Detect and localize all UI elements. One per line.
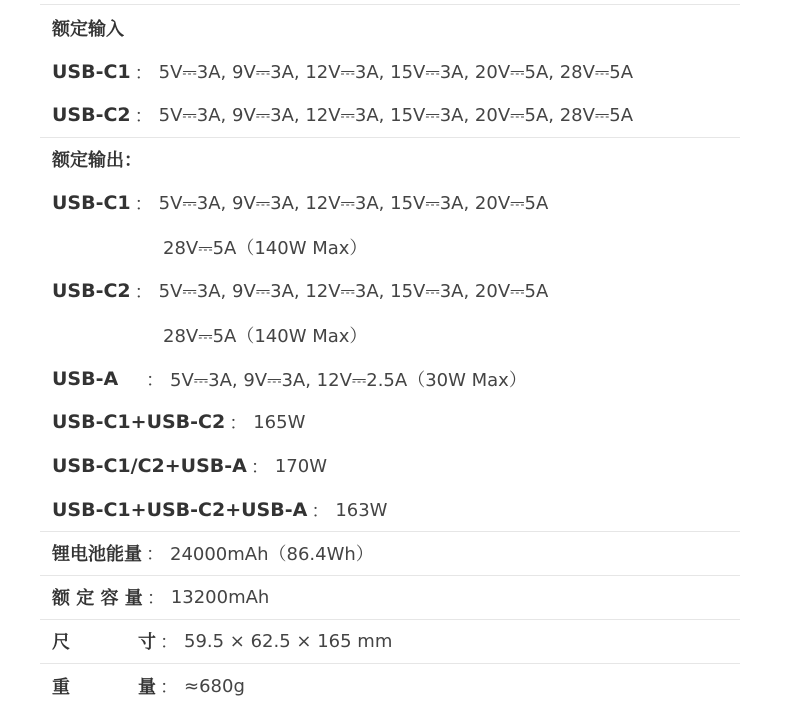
divider-size-weight <box>40 663 740 664</box>
input-heading-row <box>52 13 750 43</box>
output-c1-c2-sep: ： <box>229 413 248 434</box>
output-heading-row <box>52 144 750 174</box>
output-c1-c2-a-value: 163W <box>335 499 388 521</box>
output-usb-c1-row <box>52 188 750 218</box>
output-c1c2-a-sep: ： <box>250 457 269 478</box>
output-usb-a-label: USB-A <box>52 368 119 390</box>
output-c1-c2-label: USB-C1+USB-C2 <box>52 411 226 433</box>
input-usb-c1-label: USB-C1 <box>52 61 131 83</box>
output-usb-c1-label: USB-C1 <box>52 192 131 214</box>
rated-capacity-value: 13200mAh <box>170 586 270 608</box>
rated-capacity-label: 额 定 容 量 <box>52 588 143 609</box>
output-usb-c2-row <box>52 276 750 306</box>
output-usb-a-row <box>52 364 750 394</box>
capacity-sep: ： <box>146 544 164 565</box>
output-c1-c2-a-label: USB-C1+USB-C2+USB-A <box>52 499 308 521</box>
rated-capacity-row <box>52 582 750 612</box>
weight-label-b: 量 <box>138 677 156 698</box>
output-usb-c2-sep: ： <box>134 282 153 303</box>
weight-sep: ： <box>160 677 178 698</box>
divider-top <box>40 4 740 5</box>
weight-value: ≈680g <box>184 675 245 697</box>
output-usb-c1-value-cont: 28V⎓5A（140W Max） <box>163 238 368 259</box>
output-c1c2-a-label: USB-C1/C2+USB-A <box>52 455 247 477</box>
size-label-b: 寸 <box>138 632 156 653</box>
output-usb-c1-value: 5V⎓3A, 9V⎓3A, 12V⎓3A, 15V⎓3A, 20V⎓5A <box>158 192 549 214</box>
output-c1c2-a-value: 170W <box>274 455 328 477</box>
output-usb-c2-value-cont: 28V⎓5A（140W Max） <box>163 326 368 347</box>
input-heading: 额定输入 <box>52 19 124 40</box>
input-usb-c1-sep: ： <box>134 63 153 84</box>
input-usb-c2-value: 5V⎓3A, 9V⎓3A, 12V⎓3A, 15V⎓3A, 20V⎓5A, 28V⎓5A <box>158 104 634 126</box>
input-usb-c1-row <box>52 57 750 87</box>
output-c1-c2-a-sep: ： <box>311 501 330 522</box>
output-c1c2-a-row <box>52 451 750 481</box>
input-usb-c2-label: USB-C2 <box>52 104 131 126</box>
input-usb-c2-row <box>52 100 750 130</box>
input-usb-c2-sep: ： <box>134 106 153 127</box>
output-c1-c2-a-row <box>52 495 750 525</box>
input-usb-c1-value: 5V⎓3A, 9V⎓3A, 12V⎓3A, 15V⎓3A, 20V⎓5A, 28V⎓5A <box>158 61 634 83</box>
divider-capacity-rated <box>40 575 740 576</box>
rated-capacity-sep: ： <box>146 588 165 609</box>
output-usb-a-value: 5V⎓3A, 9V⎓3A, 12V⎓2.5A（30W Max） <box>170 370 527 391</box>
divider-input-output <box>40 137 740 138</box>
output-usb-c2-label: USB-C2 <box>52 280 131 302</box>
size-row <box>52 626 750 656</box>
capacity-label: 锂电池能量 <box>52 544 142 565</box>
size-sep: ： <box>160 632 178 653</box>
capacity-value: 24000mAh（86.4Wh） <box>170 544 374 565</box>
capacity-row <box>52 538 750 568</box>
output-usb-c2-value: 5V⎓3A, 9V⎓3A, 12V⎓3A, 15V⎓3A, 20V⎓5A <box>158 280 549 302</box>
output-c1-c2-row <box>52 407 750 437</box>
divider-rated-size <box>40 619 740 620</box>
weight-row <box>52 671 750 701</box>
weight-label-a: 重 <box>52 677 70 698</box>
size-value: 59.5 × 62.5 × 165 mm <box>184 630 393 652</box>
output-usb-c1-sep: ： <box>134 194 153 215</box>
output-c1-c2-value: 165W <box>253 411 306 433</box>
output-usb-a-sep: ： <box>146 370 164 391</box>
size-label-a: 尺 <box>52 632 70 653</box>
divider-output-capacity <box>40 531 740 532</box>
output-heading: 额定输出： <box>52 150 142 171</box>
